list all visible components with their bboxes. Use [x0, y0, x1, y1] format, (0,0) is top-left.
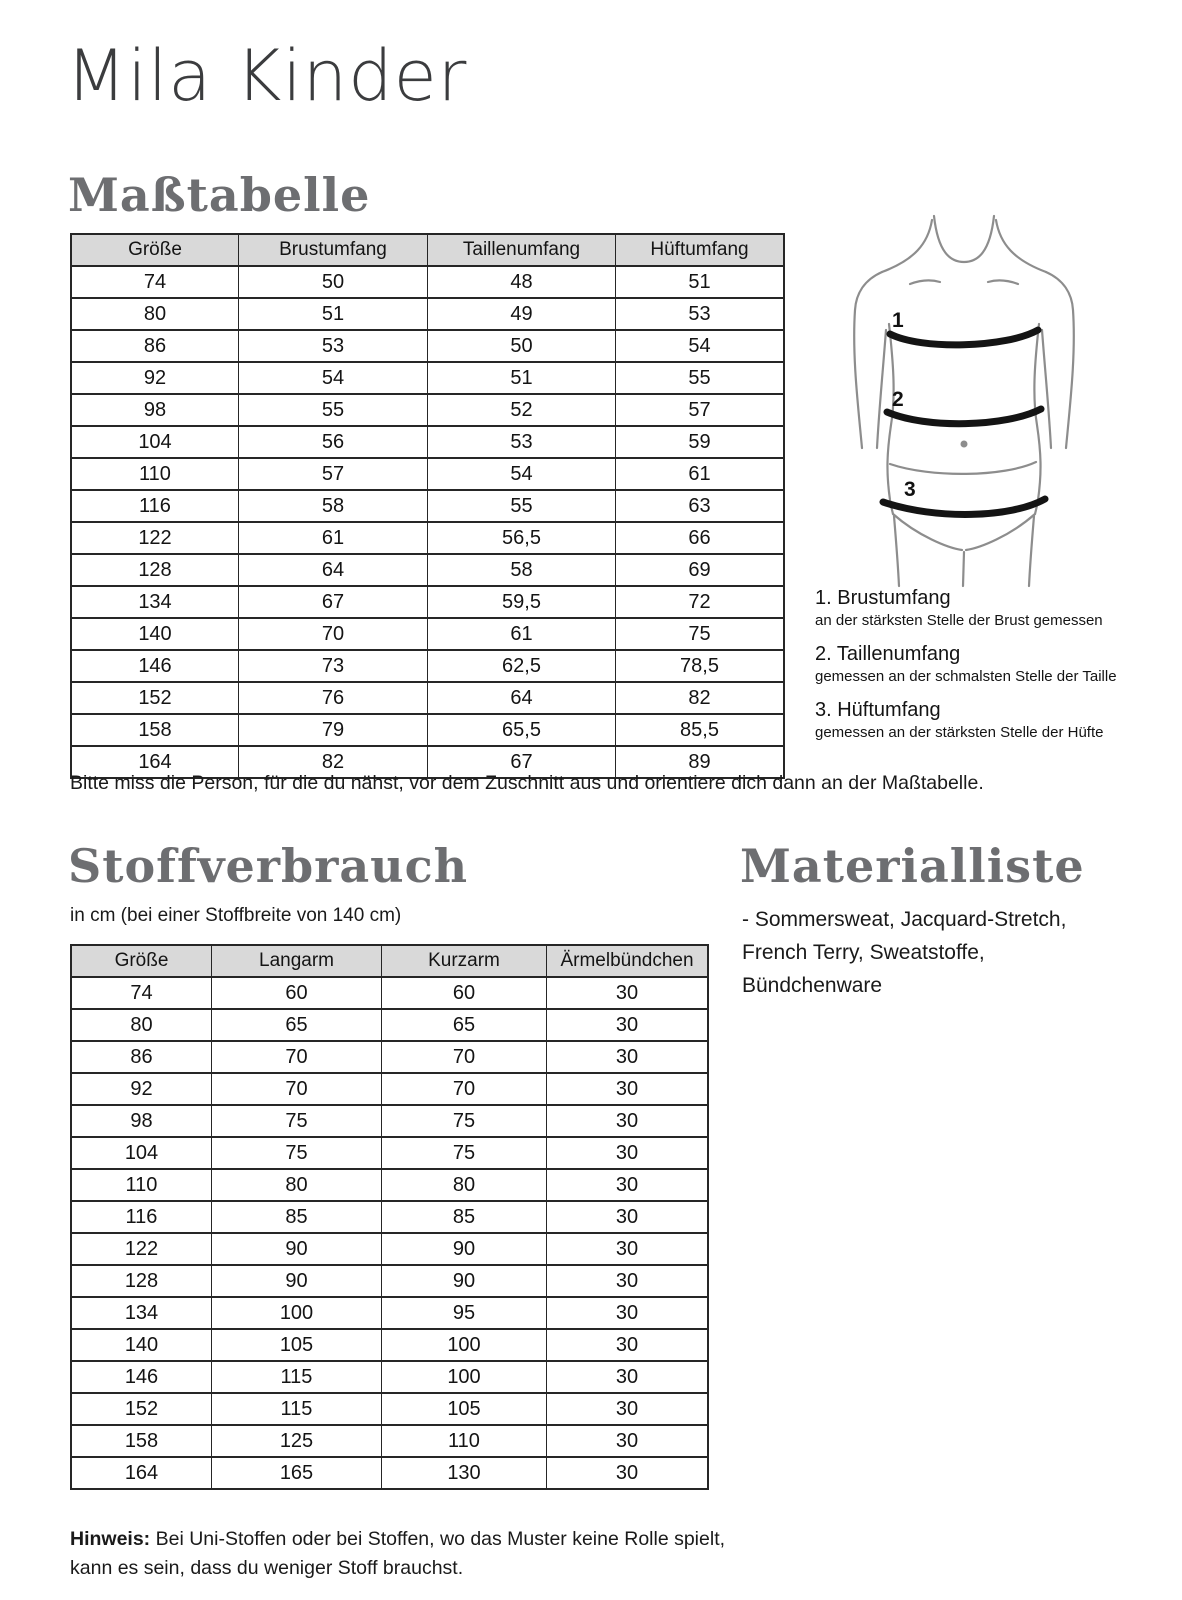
table-cell: 63 [616, 490, 785, 522]
table-cell: 60 [212, 977, 382, 1009]
table-cell: 48 [428, 266, 616, 298]
band-label-3: 3 [904, 478, 916, 501]
table-row [71, 266, 784, 298]
table-cell: 165 [212, 1457, 382, 1489]
table-cell: 115 [212, 1361, 382, 1393]
table-cell: 105 [212, 1329, 382, 1361]
table-cell: 116 [71, 1201, 212, 1233]
table-cell: 125 [212, 1425, 382, 1457]
table-cell: 30 [547, 1393, 709, 1425]
table-cell: 54 [428, 458, 616, 490]
table-row [71, 1361, 708, 1393]
table-cell: 110 [71, 1169, 212, 1201]
table-cell: 130 [382, 1457, 547, 1489]
column-header: Langarm [212, 945, 382, 977]
table-row [71, 714, 784, 746]
column-header: Größe [71, 945, 212, 977]
table-row [71, 1297, 708, 1329]
column-header: Taillenumfang [428, 234, 616, 266]
table-cell: 164 [71, 1457, 212, 1489]
table-cell: 85 [212, 1201, 382, 1233]
table-cell: 69 [616, 554, 785, 586]
table-cell: 104 [71, 1137, 212, 1169]
table-cell: 57 [239, 458, 428, 490]
waist-band [887, 409, 1041, 424]
table-cell: 89 [616, 746, 785, 778]
table-cell: 30 [547, 1201, 709, 1233]
table-cell: 95 [382, 1297, 547, 1329]
table-cell: 110 [382, 1425, 547, 1457]
table-cell: 30 [547, 1297, 709, 1329]
table-cell: 30 [547, 1105, 709, 1137]
table-cell: 122 [71, 1233, 212, 1265]
table-cell: 49 [428, 298, 616, 330]
table-cell: 70 [382, 1041, 547, 1073]
table-cell: 90 [382, 1233, 547, 1265]
table-cell: 116 [71, 490, 239, 522]
table-cell: 61 [428, 618, 616, 650]
hip-band [883, 499, 1045, 514]
table-cell: 54 [239, 362, 428, 394]
table-cell: 52 [428, 394, 616, 426]
legend-item-waist [815, 641, 1165, 687]
table-cell: 30 [547, 1169, 709, 1201]
table-cell: 164 [71, 746, 239, 778]
table-cell: 60 [382, 977, 547, 1009]
table-cell: 152 [71, 682, 239, 714]
legend-description: gemessen an der schmalsten Stelle der Taille [815, 668, 1117, 685]
legend-description: an der stärksten Stelle der Brust gemessen [815, 612, 1103, 629]
table-cell: 76 [239, 682, 428, 714]
table-cell: 100 [382, 1329, 547, 1361]
table-row [71, 362, 784, 394]
table-cell: 80 [71, 1009, 212, 1041]
table-cell: 30 [547, 1457, 709, 1489]
table-row [71, 1169, 708, 1201]
table-cell: 53 [428, 426, 616, 458]
table-cell: 30 [547, 1265, 709, 1297]
table-row [71, 426, 784, 458]
table-cell: 85 [382, 1201, 547, 1233]
table-cell: 53 [616, 298, 785, 330]
table-row [71, 330, 784, 362]
material-list-heading: Materialliste [740, 839, 1085, 893]
table-cell: 30 [547, 1361, 709, 1393]
table-cell: 75 [212, 1105, 382, 1137]
torso-outline [854, 216, 1074, 586]
table-cell: 30 [547, 1041, 709, 1073]
table-cell: 53 [239, 330, 428, 362]
table-row [71, 586, 784, 618]
table-cell: 100 [212, 1297, 382, 1329]
table-cell: 158 [71, 1425, 212, 1457]
table-cell: 55 [239, 394, 428, 426]
table-cell: 30 [547, 1233, 709, 1265]
table-cell: 51 [239, 298, 428, 330]
chest-band [890, 330, 1038, 345]
table-cell: 134 [71, 1297, 212, 1329]
table-row [71, 1041, 708, 1073]
table-cell: 56 [239, 426, 428, 458]
table-row [71, 977, 708, 1009]
table-row [71, 1009, 708, 1041]
table-cell: 64 [428, 682, 616, 714]
legend-description: gemessen an der stärksten Stelle der Hüfte [815, 724, 1104, 741]
table-cell: 55 [428, 490, 616, 522]
table-cell: 30 [547, 1425, 709, 1457]
table-cell: 70 [382, 1073, 547, 1105]
table-cell: 73 [239, 650, 428, 682]
table-cell: 30 [547, 1009, 709, 1041]
table-cell: 64 [239, 554, 428, 586]
body-measurement-figure [826, 210, 1102, 588]
table-cell: 79 [239, 714, 428, 746]
fabric-note [70, 1525, 760, 1583]
mass-table [70, 233, 785, 779]
table-cell: 59,5 [428, 586, 616, 618]
column-header: Brustumfang [239, 234, 428, 266]
table-cell: 128 [71, 554, 239, 586]
table-cell: 51 [616, 266, 785, 298]
table-row [71, 650, 784, 682]
table-row [71, 1425, 708, 1457]
table-cell: 65 [382, 1009, 547, 1041]
table-cell: 105 [382, 1393, 547, 1425]
table-cell: 128 [71, 1265, 212, 1297]
table-cell: 140 [71, 618, 239, 650]
table-cell: 61 [616, 458, 785, 490]
table-cell: 75 [616, 618, 785, 650]
table-cell: 110 [71, 458, 239, 490]
table-cell: 67 [428, 746, 616, 778]
table-cell: 62,5 [428, 650, 616, 682]
table-cell: 90 [212, 1265, 382, 1297]
table-cell: 90 [382, 1265, 547, 1297]
table-cell: 58 [239, 490, 428, 522]
table-cell: 75 [212, 1137, 382, 1169]
table-cell: 158 [71, 714, 239, 746]
table-row [71, 394, 784, 426]
table-cell: 59 [616, 426, 785, 458]
table-cell: 70 [239, 618, 428, 650]
figure-legend [815, 585, 1165, 753]
fabric-note-text: Bei Uni-Stoffen oder bei Stoffen, wo das Muster keine Rolle spielt, kann es sein, dass du weniger Stoff brauchst. [70, 1528, 726, 1579]
table-cell: 80 [212, 1169, 382, 1201]
table-cell: 55 [616, 362, 785, 394]
table-cell: 78,5 [616, 650, 785, 682]
table-cell: 30 [547, 1137, 709, 1169]
table-cell: 104 [71, 426, 239, 458]
table-cell: 58 [428, 554, 616, 586]
table-cell: 56,5 [428, 522, 616, 554]
table-cell: 134 [71, 586, 239, 618]
table-cell: 50 [239, 266, 428, 298]
table-cell: 74 [71, 977, 212, 1009]
table-cell: 90 [212, 1233, 382, 1265]
table-cell: 70 [212, 1041, 382, 1073]
table-cell: 75 [382, 1105, 547, 1137]
table-row [71, 1073, 708, 1105]
mass-table-heading: Maßtabelle [68, 168, 371, 222]
page-title: Mila Kinder [66, 35, 468, 117]
table-cell: 146 [71, 1361, 212, 1393]
legend-title: 3. Hüftumfang [815, 699, 941, 721]
legend-title: 1. Brustumfang [815, 587, 951, 609]
table-row [71, 1137, 708, 1169]
table-cell: 74 [71, 266, 239, 298]
table-cell: 30 [547, 977, 709, 1009]
table-cell: 75 [382, 1137, 547, 1169]
mass-table-note: Bitte miss die Person, für die du nähst, vor dem Zuschnitt aus und orientiere dich dann an der Maßtabelle. [70, 772, 984, 794]
fabric-usage-table [70, 944, 709, 1490]
navel-dot [961, 441, 968, 448]
table-cell: 30 [547, 1329, 709, 1361]
table-cell: 86 [71, 1041, 212, 1073]
table-cell: 100 [382, 1361, 547, 1393]
legend-title: 2. Taillenumfang [815, 643, 961, 665]
table-row [71, 682, 784, 714]
table-cell: 86 [71, 330, 239, 362]
table-row [71, 522, 784, 554]
table-row [71, 1329, 708, 1361]
fabric-usage-heading: Stoffverbrauch [68, 839, 469, 893]
band-label-2: 2 [892, 388, 904, 411]
table-cell: 50 [428, 330, 616, 362]
fabric-note-label: Hinweis: [70, 1528, 151, 1550]
table-cell: 66 [616, 522, 785, 554]
table-cell: 98 [71, 1105, 212, 1137]
table-cell: 85,5 [616, 714, 785, 746]
table-cell: 72 [616, 586, 785, 618]
band-label-1: 1 [892, 309, 904, 332]
table-header-row [71, 945, 708, 977]
table-cell: 57 [616, 394, 785, 426]
table-cell: 115 [212, 1393, 382, 1425]
table-cell: 65 [212, 1009, 382, 1041]
table-cell: 98 [71, 394, 239, 426]
table-cell: 80 [382, 1169, 547, 1201]
table-cell: 80 [71, 298, 239, 330]
table-cell: 92 [71, 362, 239, 394]
table-cell: 140 [71, 1329, 212, 1361]
table-cell: 92 [71, 1073, 212, 1105]
table-cell: 82 [239, 746, 428, 778]
table-cell: 122 [71, 522, 239, 554]
column-header: Ärmelbündchen [547, 945, 709, 977]
table-row [71, 554, 784, 586]
table-cell: 61 [239, 522, 428, 554]
table-row [71, 298, 784, 330]
column-header: Hüftumfang [616, 234, 785, 266]
table-cell: 30 [547, 1073, 709, 1105]
table-row [71, 1265, 708, 1297]
material-list-items: - Sommersweat, Jacquard-Stretch, French Terry, Sweatstoffe, Bündchenware [742, 908, 1067, 997]
fabric-usage-subtitle: in cm (bei einer Stoffbreite von 140 cm) [70, 905, 402, 926]
table-cell: 82 [616, 682, 785, 714]
table-header-row [71, 234, 784, 266]
legend-item-chest [815, 585, 1165, 631]
table-row [71, 458, 784, 490]
table-row [71, 1393, 708, 1425]
table-cell: 54 [616, 330, 785, 362]
table-cell: 65,5 [428, 714, 616, 746]
column-header: Kurzarm [382, 945, 547, 977]
column-header: Größe [71, 234, 239, 266]
table-row [71, 1233, 708, 1265]
table-row [71, 618, 784, 650]
table-cell: 70 [212, 1073, 382, 1105]
legend-item-hip [815, 697, 1165, 743]
table-cell: 152 [71, 1393, 212, 1425]
table-cell: 146 [71, 650, 239, 682]
table-cell: 51 [428, 362, 616, 394]
table-row [71, 1201, 708, 1233]
table-row [71, 1105, 708, 1137]
table-cell: 67 [239, 586, 428, 618]
table-row [71, 490, 784, 522]
table-row [71, 1457, 708, 1489]
